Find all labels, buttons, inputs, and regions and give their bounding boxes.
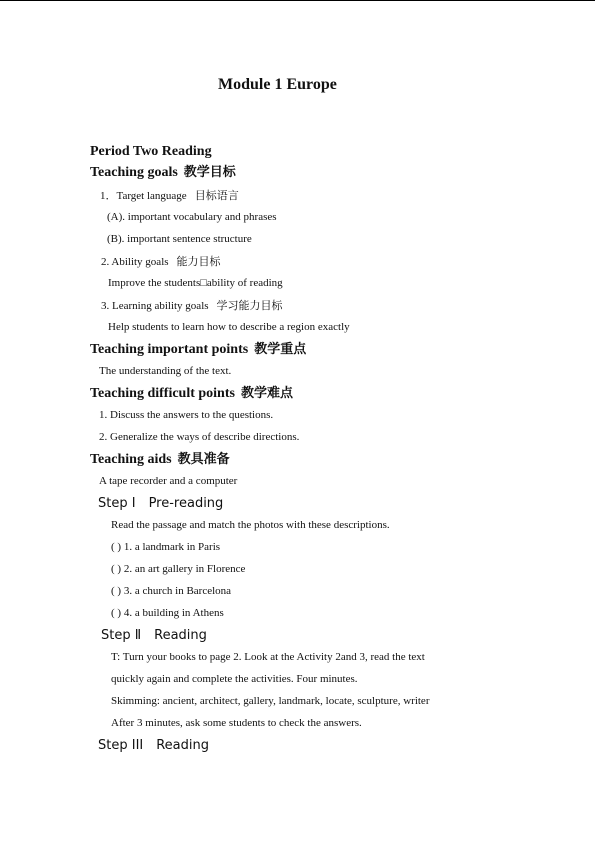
teaching-aids-heading: [90, 453, 230, 467]
goal-item-2-en: 2. Ability goals: [101, 256, 169, 268]
important-points-text: The understanding of the text.: [99, 365, 232, 377]
goal-item-3: [101, 300, 283, 312]
goal-item-3-cn: 学习能力目标: [216, 299, 283, 312]
step-3-label: Step III Reading: [98, 738, 210, 753]
teaching-goals-heading-en: Teaching goals: [90, 165, 178, 180]
goal-item-1-en: 1．Target language: [100, 190, 187, 202]
teaching-aids-text: A tape recorder and a computer: [99, 475, 238, 487]
step-2-line-1: T: Turn your books to page 2. Look at the Activity 2and 3, read the text: [111, 651, 425, 663]
goal-item-1: [100, 190, 239, 202]
important-points-heading: [90, 343, 306, 357]
teaching-goals-heading: [90, 166, 236, 180]
page-title: Module 1 Europe: [218, 76, 337, 93]
teaching-goals-heading-cn: 教学目标: [183, 165, 236, 180]
match-item-1: ( ) 1. a landmark in Paris: [111, 541, 221, 553]
step-1-instruction: Read the passage and match the photos with these descriptions.: [111, 519, 390, 531]
goal-item-1-cn: 目标语言: [194, 189, 239, 202]
goal-item-2-cn: 能力目标: [176, 255, 221, 268]
goal-item-2-detail: Improve the students□ability of reading: [108, 277, 283, 289]
goal-sub-a: (A). important vocabulary and phrases: [107, 211, 277, 223]
teaching-aids-heading-en: Teaching aids: [90, 452, 172, 467]
goal-item-3-detail: Help students to learn how to describe a region exactly: [108, 321, 350, 333]
difficult-item-1: 1. Discuss the answers to the questions.: [99, 409, 274, 421]
goal-sub-b: (B). important sentence structure: [107, 233, 252, 245]
difficult-points-heading-en: Teaching difficult points: [90, 386, 235, 401]
goal-item-3-en: 3. Learning ability goals: [101, 300, 209, 312]
match-item-4: ( ) 4. a building in Athens: [111, 607, 224, 619]
match-item-3: ( ) 3. a church in Barcelona: [111, 585, 232, 597]
important-points-heading-cn: 教学重点: [254, 342, 307, 357]
difficult-points-heading: [90, 387, 293, 401]
important-points-heading-en: Teaching important points: [90, 342, 249, 357]
step-2-line-4: After 3 minutes, ask some students to check the answers.: [111, 717, 362, 729]
top-border-line: [0, 0, 595, 1]
match-item-2: ( ) 2. an art gallery in Florence: [111, 563, 246, 575]
step-2-line-2: quickly again and complete the activities. Four minutes.: [111, 673, 358, 685]
goal-item-2: [101, 256, 221, 268]
period-heading: Period Two Reading: [90, 144, 212, 159]
difficult-points-heading-cn: 教学难点: [240, 386, 293, 401]
step-2-label: Step Ⅱ Reading: [101, 628, 207, 643]
step-1-label: Step I Pre-reading: [98, 496, 224, 511]
teaching-aids-heading-cn: 教具准备: [177, 452, 230, 467]
difficult-item-2: 2. Generalize the ways of describe directions.: [99, 431, 300, 443]
step-2-skimming: Skimming: ancient, architect, gallery, landmark, locate, sculpture, writer: [111, 695, 430, 707]
